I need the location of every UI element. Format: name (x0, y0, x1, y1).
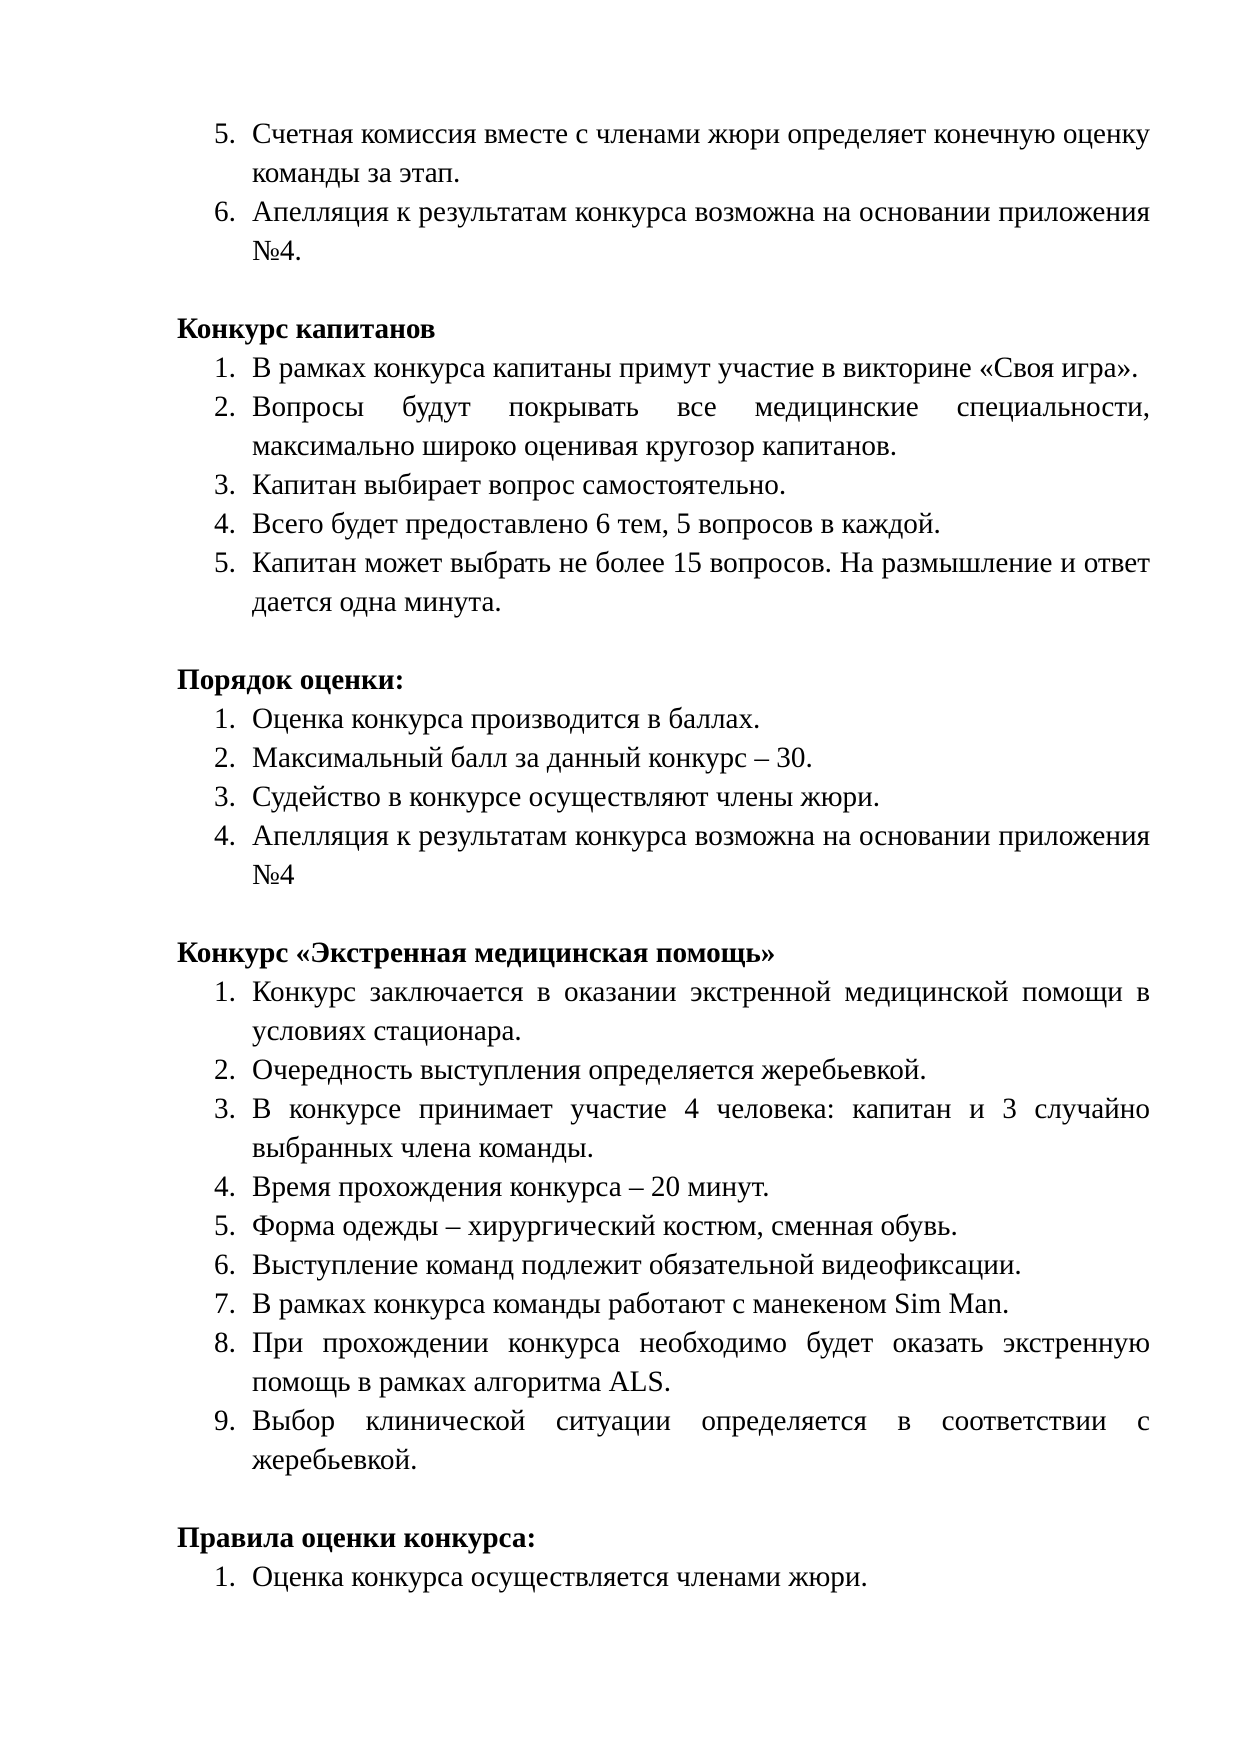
list-item (177, 778, 1150, 817)
list-item-text: Очередность выступления определяется жеребьевкой. (252, 1054, 927, 1086)
list-item (177, 544, 1150, 622)
list-item (177, 1168, 1150, 1207)
list-item-number: 4. (214, 820, 236, 852)
list-item (177, 388, 1150, 466)
list-item-number: 7. (214, 1288, 236, 1320)
list-item (177, 1207, 1150, 1246)
list-item-number: 3. (214, 469, 236, 501)
list-item-number: 4. (214, 1171, 236, 1203)
list-item-number: 1. (214, 703, 236, 735)
document-content (177, 115, 1150, 1597)
list-item-text: Всего будет предоставлено 6 тем, 5 вопросов в каждой. (252, 508, 941, 540)
list-item-number: 9. (214, 1405, 236, 1437)
list-item-text: Апелляция к результатам конкурса возможна на основании приложения №4 (252, 820, 1150, 891)
list-item (177, 817, 1150, 895)
list-item-number: 6. (214, 196, 236, 228)
list-item-text: Апелляция к результатам конкурса возможна на основании приложения №4. (252, 196, 1150, 267)
list-item (177, 1558, 1150, 1597)
section-heading: Порядок оценки: (177, 664, 405, 696)
list-item-number: 5. (214, 118, 236, 150)
section-heading: Конкурс «Экстренная медицинская помощь» (177, 937, 776, 969)
list-item-text: Выбор клинической ситуации определяется в соответствии с жеребьевкой. (252, 1405, 1150, 1476)
list-item-number: 6. (214, 1249, 236, 1281)
list-item-number: 1. (214, 1561, 236, 1593)
list-item-text: В рамках конкурса капитаны примут участие в викторине «Своя игра». (252, 352, 1139, 384)
list-item-text: При прохождении конкурса необходимо будет оказать экстренную помощь в рамках алгоритма ALS. (252, 1327, 1150, 1398)
list-item-number: 2. (214, 742, 236, 774)
list-item (177, 1402, 1150, 1480)
list-item-text: Конкурс заключается в оказании экстренной медицинской помощи в условиях стационара. (252, 976, 1150, 1047)
section-heading: Правила оценки конкурса: (177, 1522, 537, 1554)
list-item-text: Вопросы будут покрывать все медицинские специальности, максимально широко оценивая кругозор капитанов. (252, 391, 1150, 462)
list-item (177, 700, 1150, 739)
list-item (177, 1324, 1150, 1402)
list-item-number: 1. (214, 352, 236, 384)
list-item-text: В конкурсе принимает участие 4 человека: капитан и 3 случайно выбранных члена команды. (252, 1093, 1150, 1164)
list-item-text: Максимальный балл за данный конкурс – 30. (252, 742, 813, 774)
list-item-text: Капитан может выбрать не более 15 вопросов. На размышление и ответ дается одна минута. (252, 547, 1150, 618)
list-item-number: 1. (214, 976, 236, 1008)
list-item (177, 1051, 1150, 1090)
list-item (177, 193, 1150, 271)
list-item-number: 3. (214, 781, 236, 813)
list-item-text: Оценка конкурса осуществляется членами жюри. (252, 1561, 868, 1593)
list-item (177, 973, 1150, 1051)
list-item-text: Оценка конкурса производится в баллах. (252, 703, 761, 735)
list-item-text: Форма одежды – хирургический костюм, сменная обувь. (252, 1210, 958, 1242)
list-item-text: Счетная комиссия вместе с членами жюри определяет конечную оценку команды за этап. (252, 118, 1150, 189)
list-item-number: 3. (214, 1093, 236, 1125)
list-item-text: В рамках конкурса команды работают с манекеном Sim Man. (252, 1288, 1010, 1320)
list-item (177, 1090, 1150, 1168)
list-item (177, 466, 1150, 505)
list-item-text: Время прохождения конкурса – 20 минут. (252, 1171, 770, 1203)
section-heading: Конкурс капитанов (177, 313, 436, 345)
list-item (177, 1246, 1150, 1285)
list-item-text: Выступление команд подлежит обязательной видеофиксации. (252, 1249, 1022, 1281)
list-item (177, 739, 1150, 778)
list-item-number: 2. (214, 391, 236, 423)
list-item-number: 4. (214, 508, 236, 540)
list-item-number: 5. (214, 1210, 236, 1242)
list-item (177, 115, 1150, 193)
list-item-number: 5. (214, 547, 236, 579)
list-item (177, 505, 1150, 544)
list-item-number: 8. (214, 1327, 236, 1359)
list-item (177, 349, 1150, 388)
list-item-text: Судейство в конкурсе осуществляют члены жюри. (252, 781, 881, 813)
list-item-text: Капитан выбирает вопрос самостоятельно. (252, 469, 787, 501)
list-item-number: 2. (214, 1054, 236, 1086)
list-item (177, 1285, 1150, 1324)
